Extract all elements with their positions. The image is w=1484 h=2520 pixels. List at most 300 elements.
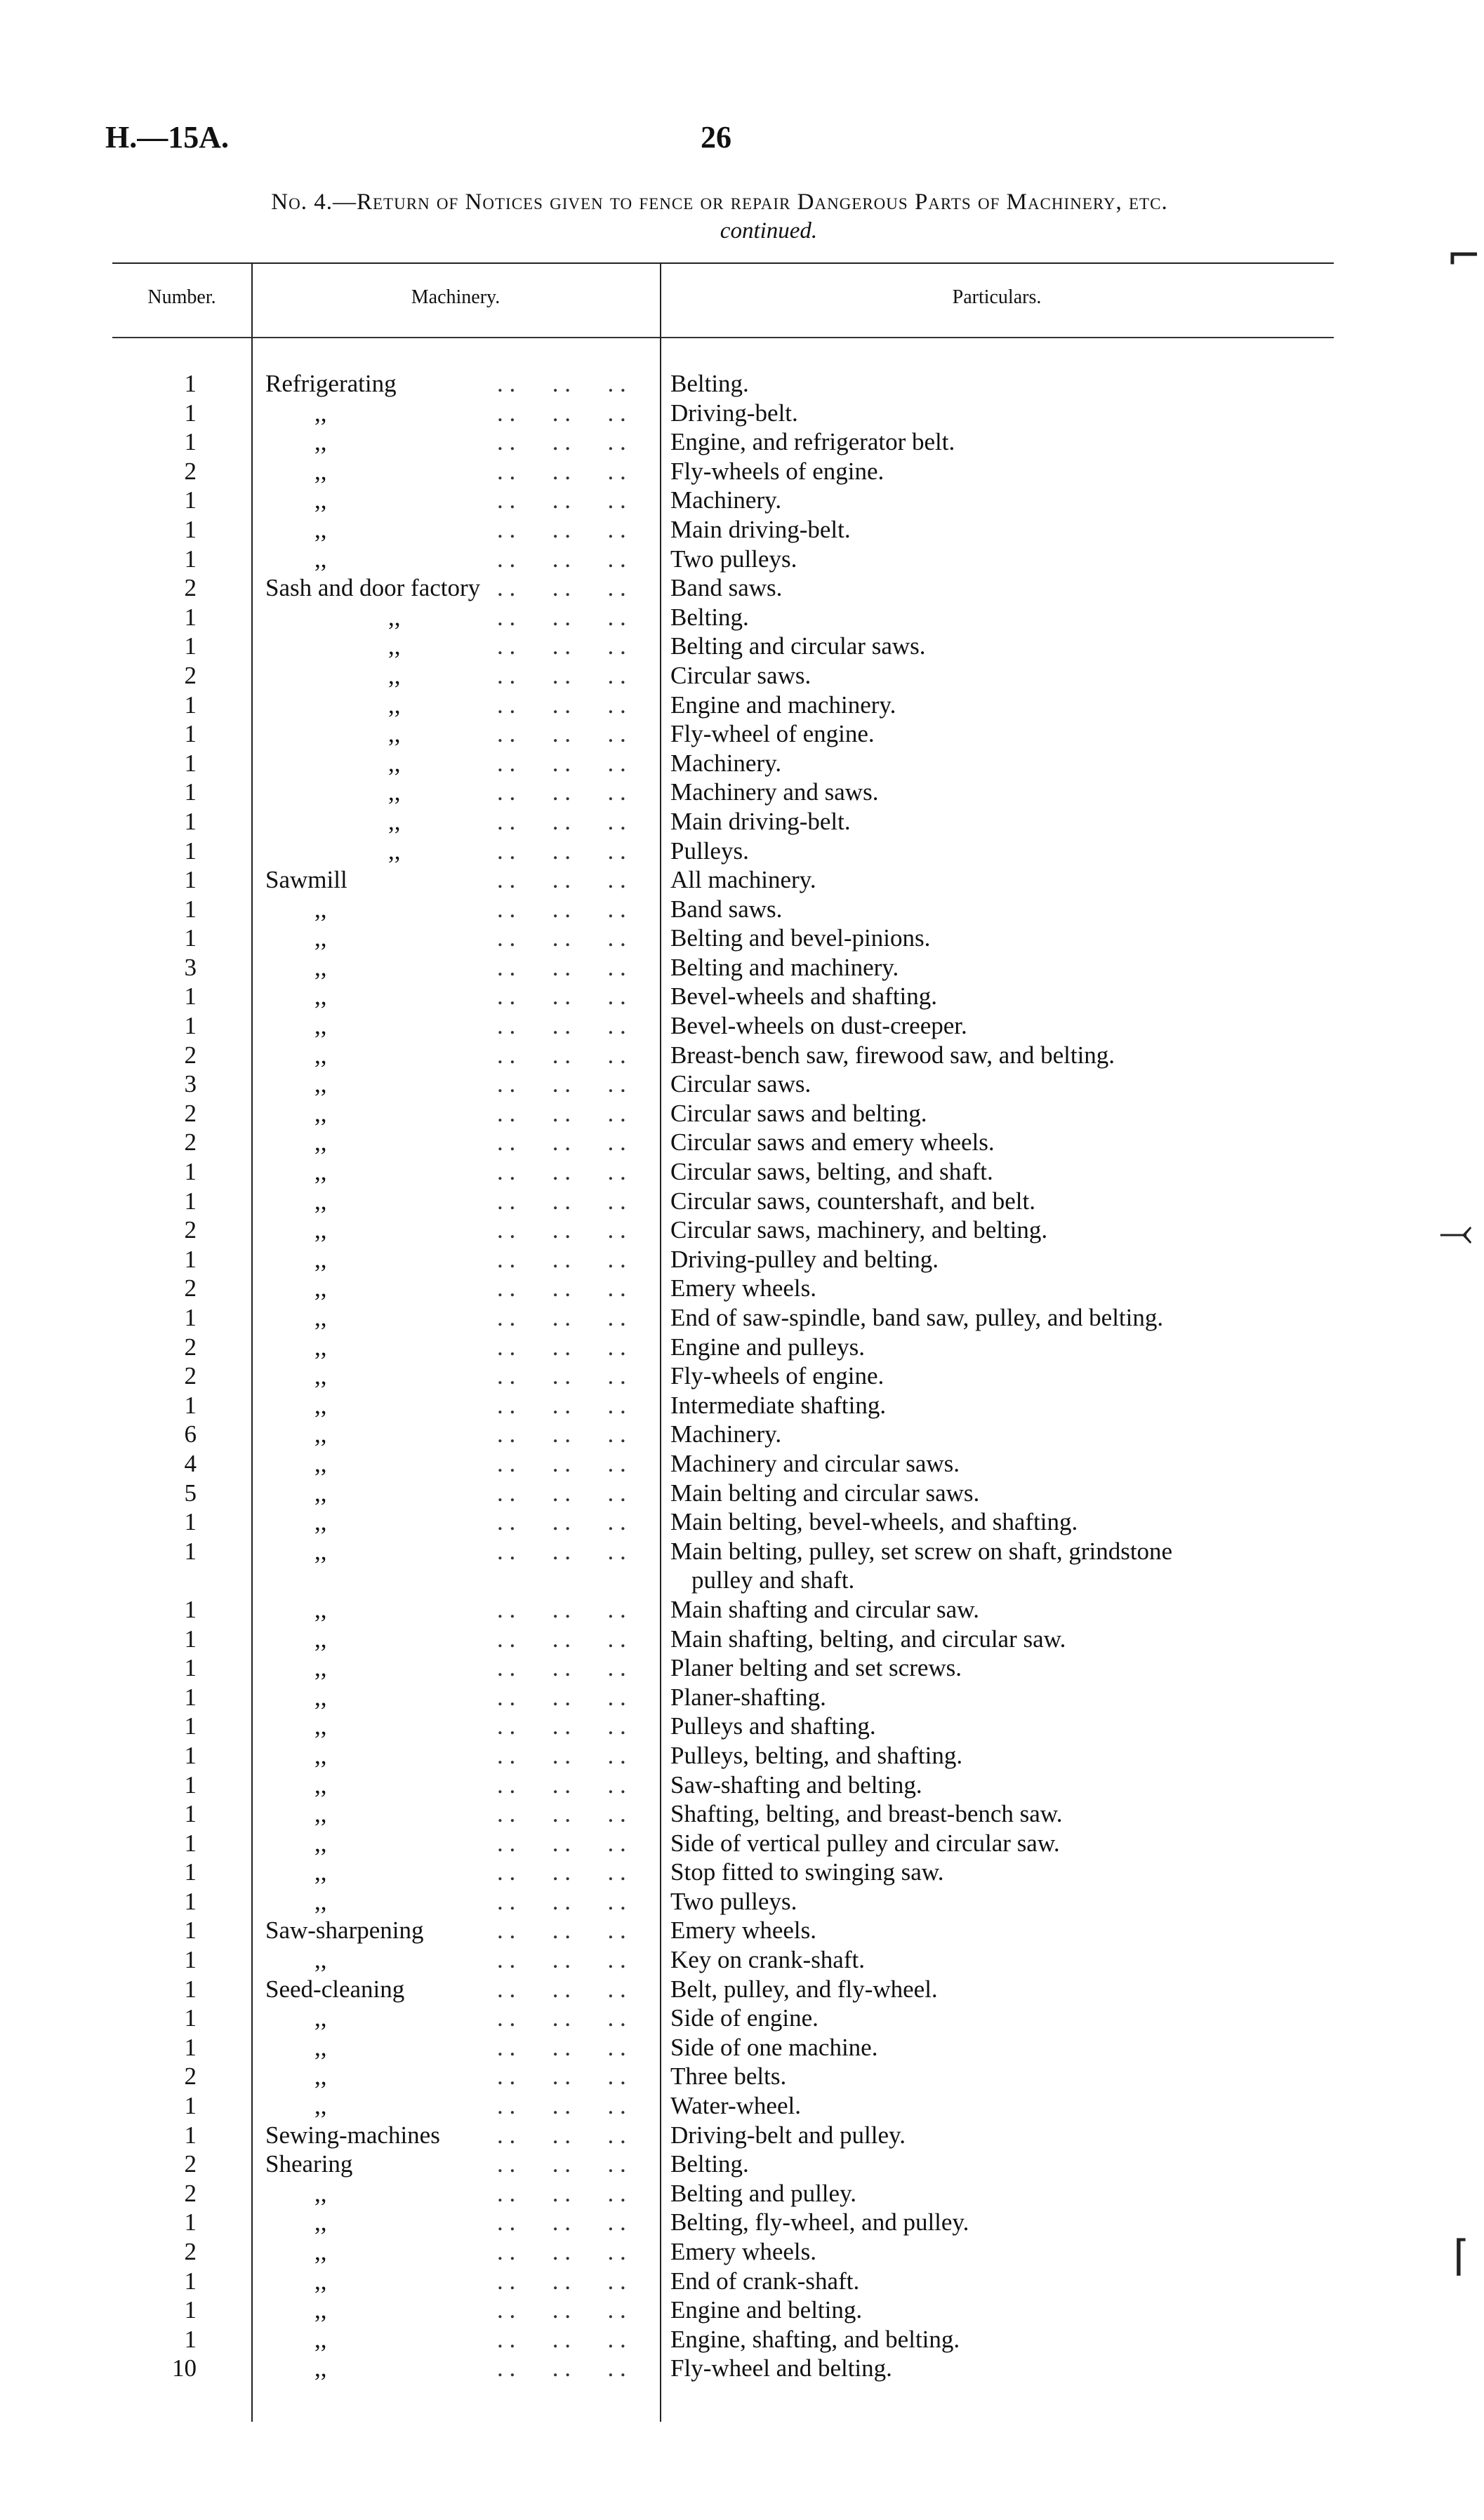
row-machinery: ,, — [314, 1041, 327, 1069]
row-particulars — [670, 1391, 1344, 1420]
table-row — [112, 1595, 1348, 1625]
row-particulars — [670, 2004, 1344, 2033]
particulars-text: Breast-bench saw, firewood saw, and belting. — [670, 1041, 1115, 1069]
row-number: 1 — [184, 370, 197, 397]
row-machinery: ,, — [314, 1829, 327, 1857]
dot-leader: . . . . . . — [497, 2121, 626, 2149]
particulars-text: Emery wheels. — [670, 1274, 816, 1302]
row-number: 1 — [184, 982, 197, 1011]
row-machinery: ,, — [314, 924, 327, 952]
row-particulars — [670, 1361, 1344, 1391]
particulars-text: Machinery and circular saws. — [670, 1449, 960, 1477]
dot-leader: . . . . . . — [497, 1362, 626, 1390]
dot-leader: . . . . . . — [497, 661, 626, 689]
document-reference: H.—15A. — [105, 120, 229, 154]
margin-mark: ⌈ — [1453, 2232, 1470, 2281]
notice-table-body — [112, 369, 1348, 2383]
table-row — [112, 1479, 1348, 1508]
row-particulars — [670, 1069, 1344, 1099]
row-machinery: Sawmill — [265, 866, 347, 894]
table-row — [112, 573, 1348, 603]
row-machinery: ,, — [314, 2296, 327, 2324]
row-machinery: ,, — [314, 1741, 327, 1769]
table-row — [112, 1625, 1348, 1654]
particulars-text: Driving-pulley and belting. — [670, 1245, 939, 1273]
particulars-text: Driving-belt and pulley. — [670, 2121, 906, 2149]
table-row — [112, 2295, 1348, 2325]
table-row — [112, 1187, 1348, 1216]
dot-leader: . . . . . . — [497, 2062, 626, 2091]
row-machinery: Sewing-machines — [265, 2121, 440, 2149]
row-machinery: ,, — [314, 1800, 327, 1828]
row-number: 1 — [184, 2004, 197, 2032]
particulars-text: Main driving-belt. — [670, 807, 851, 835]
particulars-text: Machinery. — [670, 1420, 782, 1448]
row-machinery: ,, — [314, 1625, 327, 1653]
row-number: 1 — [184, 428, 197, 456]
row-particulars — [670, 457, 1344, 486]
row-particulars — [670, 369, 1344, 399]
row-particulars — [670, 1245, 1344, 1274]
row-number: 1 — [184, 1508, 197, 1536]
row-particulars — [670, 2267, 1344, 2296]
row-number: 2 — [184, 2238, 197, 2265]
table-row — [112, 691, 1348, 720]
dot-leader: . . . . . . — [497, 1887, 626, 1915]
row-particulars — [670, 2325, 1344, 2354]
row-number: 1 — [184, 2267, 197, 2295]
table-row — [112, 1653, 1348, 1683]
row-number: 4 — [184, 1449, 197, 1477]
dot-leader: . . . . . . — [497, 1771, 626, 1799]
table-row — [112, 632, 1348, 661]
table-row — [112, 1069, 1348, 1099]
row-particulars — [670, 545, 1344, 574]
dot-leader: . . . . . . — [497, 1829, 626, 1857]
row-particulars — [670, 778, 1344, 807]
row-machinery: Shearing — [265, 2150, 353, 2178]
dot-leader: . . . . . . — [497, 1449, 626, 1477]
row-machinery: ,, — [314, 1654, 327, 1682]
table-row — [112, 1303, 1348, 1333]
row-number: 1 — [184, 632, 197, 660]
row-number: 2 — [184, 1041, 197, 1069]
row-number: 1 — [184, 2325, 197, 2353]
row-number: 1 — [184, 807, 197, 835]
dot-leader: . . . . . . — [497, 720, 626, 748]
table-row — [112, 2325, 1348, 2354]
row-machinery: ,, — [388, 720, 401, 748]
particulars-text: Main belting and circular saws. — [670, 1479, 980, 1507]
row-machinery: ,, — [314, 1479, 327, 1507]
table-row — [112, 399, 1348, 428]
row-machinery: ,, — [388, 778, 401, 806]
dot-leader: . . . . . . — [497, 2267, 626, 2295]
row-particulars — [670, 1128, 1344, 1157]
dot-leader: . . . . . . — [497, 1333, 626, 1361]
particulars-text: End of saw-spindle, band saw, pulley, and belting. — [670, 1304, 1164, 1331]
table-row — [112, 603, 1348, 632]
table-row — [112, 1507, 1348, 1537]
row-machinery: ,, — [314, 1304, 327, 1331]
row-machinery: ,, — [314, 515, 327, 543]
row-machinery: ,, — [314, 1070, 327, 1098]
row-number: 1 — [184, 1187, 197, 1215]
particulars-text: Circular saws. — [670, 1070, 811, 1098]
particulars-text: Machinery and saws. — [670, 778, 879, 806]
row-particulars — [670, 1420, 1344, 1449]
dot-leader: . . . . . . — [497, 545, 626, 573]
row-particulars — [670, 1741, 1344, 1771]
dot-leader: . . . . . . — [497, 2179, 626, 2207]
particulars-text: Belting. — [670, 603, 749, 631]
dot-leader: . . . . . . — [497, 457, 626, 485]
dot-leader: . . . . . . — [497, 1304, 626, 1331]
table-row — [112, 1333, 1348, 1362]
row-machinery: ,, — [314, 2354, 327, 2382]
row-number: 1 — [184, 1012, 197, 1040]
row-particulars — [670, 2033, 1344, 2062]
particulars-text: Circular saws, countershaft, and belt. — [670, 1187, 1035, 1215]
dot-leader: . . . . . . — [497, 399, 626, 427]
table-row — [112, 427, 1348, 457]
table-row — [112, 1099, 1348, 1128]
dot-leader: . . . . . . — [497, 1537, 626, 1565]
table-row — [112, 749, 1348, 778]
row-particulars — [670, 749, 1344, 778]
particulars-text: Engine, and refrigerator belt. — [670, 428, 955, 456]
row-particulars — [670, 2062, 1344, 2091]
row-number: 1 — [184, 1391, 197, 1419]
row-number: 1 — [184, 1771, 197, 1799]
row-number: 1 — [184, 1975, 197, 2003]
row-machinery: ,, — [314, 895, 327, 923]
row-machinery: ,, — [388, 836, 401, 865]
row-machinery: ,, — [314, 1537, 327, 1565]
row-machinery: ,, — [314, 1362, 327, 1390]
dot-leader: . . . . . . — [497, 836, 626, 865]
table-row — [112, 1449, 1348, 1479]
row-number: 2 — [184, 2150, 197, 2178]
page-number: 26 — [701, 120, 731, 154]
row-particulars — [670, 1975, 1344, 2004]
row-particulars — [670, 1945, 1344, 1975]
row-number: 2 — [184, 1333, 197, 1361]
row-particulars — [670, 661, 1344, 691]
table-row — [112, 661, 1348, 691]
row-machinery: ,, — [314, 1187, 327, 1215]
row-particulars — [670, 1157, 1344, 1187]
row-machinery: ,, — [314, 1508, 327, 1536]
particulars-text: Circular saws and belting. — [670, 1099, 927, 1127]
particulars-text: Main belting, bevel-wheels, and shafting. — [670, 1508, 1078, 1536]
particulars-text: Bevel-wheels on dust-creeper. — [670, 1012, 967, 1040]
table-row — [112, 1274, 1348, 1303]
row-machinery: Refrigerating — [265, 370, 397, 397]
dot-leader: . . . . . . — [497, 2004, 626, 2032]
table-row — [112, 515, 1348, 545]
table-row — [112, 1391, 1348, 1420]
particulars-text: Planer-shafting. — [670, 1683, 826, 1711]
table-row — [112, 2237, 1348, 2267]
row-number: 1 — [184, 1158, 197, 1186]
table-row — [112, 2267, 1348, 2296]
row-machinery: Sash and door factory — [265, 574, 481, 602]
page-header — [105, 119, 1379, 161]
table-row — [112, 1916, 1348, 1945]
row-particulars — [670, 1653, 1344, 1683]
row-particulars — [670, 1683, 1344, 1712]
row-number: 1 — [184, 836, 197, 865]
row-number: 1 — [184, 1654, 197, 1682]
row-particulars — [670, 1479, 1344, 1508]
dot-leader: . . . . . . — [497, 2150, 626, 2178]
row-number: 2 — [184, 1128, 197, 1156]
particulars-text: Belting and circular saws. — [670, 632, 926, 660]
table-row — [112, 865, 1348, 895]
particulars-text: Stop fitted to swinging saw. — [670, 1858, 944, 1886]
dot-leader: . . . . . . — [497, 1070, 626, 1098]
row-particulars — [670, 719, 1344, 749]
table-row — [112, 895, 1348, 924]
row-number: 5 — [184, 1479, 197, 1507]
dot-leader: . . . . . . — [497, 1741, 626, 1769]
particulars-text: Three belts. — [670, 2062, 787, 2091]
particulars-text: Side of engine. — [670, 2004, 819, 2032]
row-particulars — [670, 1099, 1344, 1128]
row-machinery: ,, — [314, 457, 327, 485]
dot-leader: . . . . . . — [497, 2092, 626, 2120]
row-machinery: ,, — [314, 1887, 327, 1915]
row-particulars — [670, 632, 1344, 661]
row-machinery: ,, — [314, 1245, 327, 1273]
row-particulars — [670, 895, 1344, 924]
row-number: 1 — [184, 866, 197, 894]
table-row — [112, 1887, 1348, 1916]
row-number: 10 — [172, 2354, 197, 2382]
row-particulars — [670, 2354, 1344, 2383]
margin-mark: ⌐ — [1446, 232, 1482, 281]
row-particulars — [670, 1829, 1344, 1858]
row-number: 2 — [184, 661, 197, 689]
particulars-text: Two pulleys. — [670, 545, 797, 573]
row-number: 1 — [184, 1683, 197, 1711]
row-machinery: ,, — [388, 807, 401, 835]
table-row — [112, 2062, 1348, 2091]
dot-leader: . . . . . . — [497, 1012, 626, 1040]
row-number: 1 — [184, 399, 197, 427]
row-number: 1 — [184, 1304, 197, 1331]
row-machinery: ,, — [314, 1099, 327, 1127]
row-machinery: ,, — [314, 1595, 327, 1623]
particulars-text: Two pulleys. — [670, 1887, 797, 1915]
row-machinery: ,, — [314, 2004, 327, 2032]
particulars-text: Band saws. — [670, 895, 783, 923]
table-row — [112, 1215, 1348, 1245]
row-particulars — [670, 836, 1344, 866]
row-particulars — [670, 1771, 1344, 1800]
dot-leader: . . . . . . — [497, 1508, 626, 1536]
table-row — [112, 1799, 1348, 1829]
dot-leader: . . . . . . — [497, 370, 626, 397]
particulars-text: End of crank-shaft. — [670, 2267, 860, 2295]
dot-leader: . . . . . . — [497, 2354, 626, 2382]
row-machinery: ,, — [314, 2179, 327, 2207]
row-particulars — [670, 1858, 1344, 1887]
dot-leader: . . . . . . — [497, 1420, 626, 1448]
dot-leader: . . . . . . — [497, 1187, 626, 1215]
row-number: 1 — [184, 515, 197, 543]
dot-leader: . . . . . . — [497, 1654, 626, 1682]
particulars-text: Fly-wheels of engine. — [670, 1362, 885, 1390]
table-row — [112, 1858, 1348, 1887]
row-particulars — [670, 1507, 1344, 1537]
row-number: 2 — [184, 2179, 197, 2207]
row-machinery: Saw-sharpening — [265, 1916, 424, 1945]
dot-leader: . . . . . . — [497, 866, 626, 894]
dot-leader: . . . . . . — [497, 486, 626, 514]
dot-leader: . . . . . . — [497, 1274, 626, 1302]
table-row — [112, 545, 1348, 574]
dot-leader: . . . . . . — [497, 1041, 626, 1069]
table-top-rule — [112, 262, 1334, 264]
particulars-text-continued: pulley and shaft. — [691, 1566, 855, 1594]
row-particulars — [670, 1041, 1344, 1070]
row-number: 1 — [184, 2033, 197, 2061]
row-machinery: ,, — [388, 749, 401, 777]
row-number: 1 — [184, 1537, 197, 1565]
row-machinery: ,, — [314, 2267, 327, 2295]
particulars-text: Main belting, pulley, set screw on shaft, grindstone — [670, 1537, 1173, 1565]
row-particulars — [670, 2208, 1344, 2237]
dot-leader: . . . . . . — [497, 749, 626, 777]
table-row — [112, 1683, 1348, 1712]
dot-leader: . . . . . . — [497, 1128, 626, 1156]
dot-leader: . . . . . . — [497, 2238, 626, 2265]
table-row — [112, 2033, 1348, 2062]
dot-leader: . . . . . . — [497, 515, 626, 543]
row-number: 1 — [184, 1595, 197, 1623]
row-machinery: ,, — [314, 399, 327, 427]
column-header-machinery: Machinery. — [411, 286, 501, 308]
row-number: 2 — [184, 1099, 197, 1127]
particulars-text: Intermediate shafting. — [670, 1391, 887, 1419]
dot-leader: . . . . . . — [497, 1975, 626, 2003]
row-machinery: ,, — [388, 691, 401, 719]
dot-leader: . . . . . . — [497, 982, 626, 1011]
table-row — [112, 2149, 1348, 2179]
particulars-text: Engine, shafting, and belting. — [670, 2325, 960, 2353]
row-particulars — [670, 399, 1344, 428]
dot-leader: . . . . . . — [497, 924, 626, 952]
row-particulars — [670, 1011, 1344, 1041]
table-header-rule — [112, 337, 1334, 338]
row-particulars — [670, 1449, 1344, 1479]
table-row — [112, 2208, 1348, 2237]
row-number: 1 — [184, 749, 197, 777]
dot-leader: . . . . . . — [497, 2325, 626, 2353]
table-row — [112, 807, 1348, 836]
particulars-text: Engine and belting. — [670, 2296, 863, 2324]
row-machinery: ,, — [314, 1012, 327, 1040]
row-particulars — [670, 1215, 1344, 1245]
table-row — [112, 369, 1348, 399]
particulars-text: Circular saws. — [670, 661, 811, 689]
row-number: 1 — [184, 1946, 197, 1974]
row-machinery: ,, — [314, 1391, 327, 1419]
row-machinery: Seed-cleaning — [265, 1975, 405, 2003]
dot-leader: . . . . . . — [497, 1245, 626, 1273]
table-row — [112, 2354, 1348, 2383]
row-particulars — [670, 2121, 1344, 2150]
particulars-text: Main shafting, belting, and circular saw. — [670, 1625, 1066, 1653]
row-number: 1 — [184, 691, 197, 719]
dot-leader: . . . . . . — [497, 428, 626, 456]
particulars-text: Circular saws and emery wheels. — [670, 1128, 995, 1156]
particulars-text: Circular saws, belting, and shaft. — [670, 1158, 993, 1186]
row-number: 1 — [184, 486, 197, 514]
dot-leader: . . . . . . — [497, 2208, 626, 2236]
row-number: 1 — [184, 1245, 197, 1273]
particulars-text: Key on crank-shaft. — [670, 1946, 865, 1974]
table-row — [112, 2091, 1348, 2121]
row-particulars — [670, 427, 1344, 457]
row-particulars — [670, 2179, 1344, 2208]
row-number: 1 — [184, 1712, 197, 1740]
table-row — [112, 982, 1348, 1011]
row-machinery: ,, — [314, 1858, 327, 1886]
particulars-text: Shafting, belting, and breast-bench saw. — [670, 1800, 1063, 1828]
particulars-text: Fly-wheel and belting. — [670, 2354, 892, 2382]
row-number: 2 — [184, 457, 197, 485]
row-machinery: ,, — [388, 632, 401, 660]
table-row — [112, 1975, 1348, 2004]
particulars-text: Belting. — [670, 370, 749, 397]
row-particulars — [670, 603, 1344, 632]
row-particulars — [670, 515, 1344, 545]
row-particulars — [670, 486, 1344, 515]
dot-leader: . . . . . . — [497, 1858, 626, 1886]
table-row — [112, 836, 1348, 866]
particulars-text: Belting and bevel-pinions. — [670, 924, 931, 952]
row-number: 1 — [184, 1741, 197, 1769]
row-machinery: ,, — [314, 1449, 327, 1477]
row-particulars — [670, 1333, 1344, 1362]
particulars-text: Saw-shafting and belting. — [670, 1771, 922, 1799]
column-header-particulars: Particulars. — [952, 286, 1042, 308]
dot-leader: . . . . . . — [497, 1391, 626, 1419]
row-number: 1 — [184, 1916, 197, 1945]
column-header-number: Number. — [147, 286, 216, 308]
table-row — [112, 1712, 1348, 1741]
table-row — [112, 486, 1348, 515]
dot-leader: . . . . . . — [497, 807, 626, 835]
particulars-text: Engine and machinery. — [670, 691, 896, 719]
dot-leader: . . . . . . — [497, 895, 626, 923]
dot-leader: . . . . . . — [497, 953, 626, 981]
row-machinery: ,, — [314, 2325, 327, 2353]
row-machinery: ,, — [314, 2208, 327, 2236]
table-row — [112, 2004, 1348, 2033]
table-row — [112, 1829, 1348, 1858]
table-row — [112, 1157, 1348, 1187]
dot-leader: . . . . . . — [497, 1683, 626, 1711]
row-particulars — [670, 1712, 1344, 1741]
particulars-text: Engine and pulleys. — [670, 1333, 866, 1361]
dot-leader: . . . . . . — [497, 691, 626, 719]
particulars-text: Belt, pulley, and fly-wheel. — [670, 1975, 938, 2003]
row-particulars — [670, 807, 1344, 836]
